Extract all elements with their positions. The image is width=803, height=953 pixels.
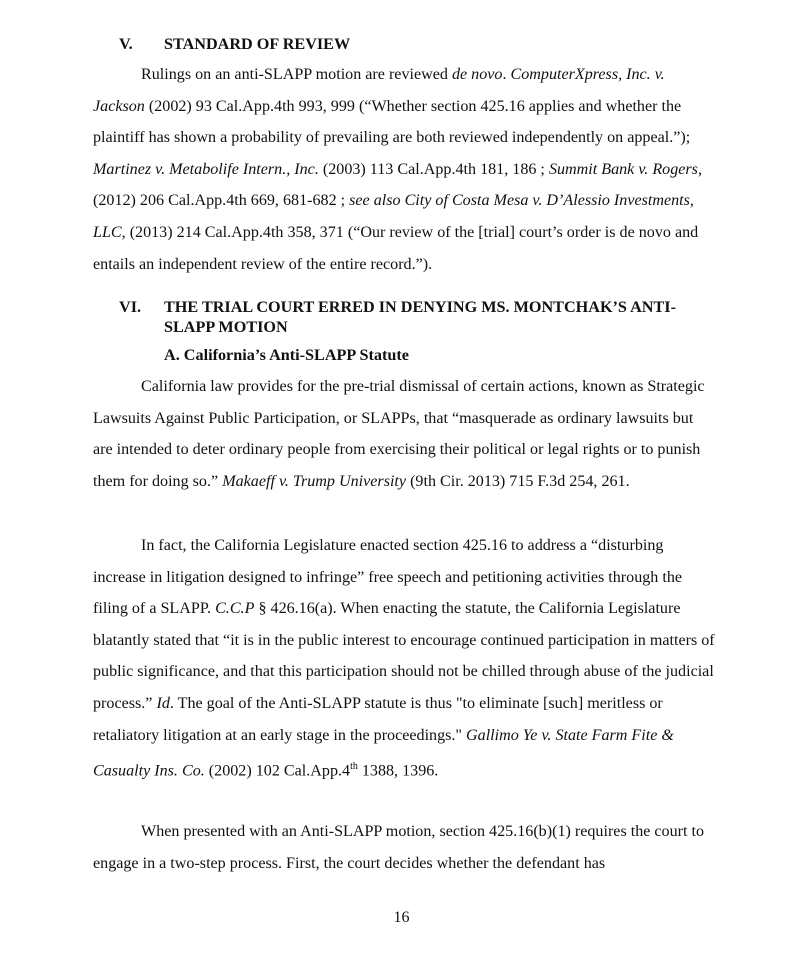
text-run: (9th Cir. 2013) 715 F.3d 254, 261.: [406, 472, 630, 490]
case-citation: Makaeff v. Trump University: [222, 472, 407, 490]
case-citation: Martinez v. Metabolife Intern., Inc.: [93, 160, 319, 178]
section-vi-title: THE TRIAL COURT ERRED IN DENYING MS. MONTCHAK’S ANTI-SLAPP MOTION: [164, 298, 676, 336]
statute-citation: C.C.P: [215, 600, 255, 618]
two-step-process-paragraph: [93, 816, 715, 879]
page-number: 16: [393, 909, 410, 926]
case-citation: ComputerXpress, Inc. v. Jackson: [93, 66, 665, 115]
anti-slapp-intro-paragraph: [93, 371, 715, 497]
text-run: (2002) 102 Cal.App.4: [204, 762, 351, 780]
id-citation: Id: [156, 694, 170, 712]
superscript-th: th: [350, 761, 358, 773]
legislature-paragraph: [93, 530, 715, 787]
text-run: California law provides for the pre-trial dismissal of certain actions, known as Strategic Lawsuits Against Public Participation, or SLAPPs, that “masquerade as ordinary lawsuits but are intended to deter ordinary people from exercising their political or legal rights or to punish them for doing so.”: [93, 378, 705, 490]
text-run: § 426.16(a). When enacting the statute, the California Legislature blatantly stated that “it is in the public interest to encourage continued participation in matters of public significance, and that this participation should not be chilled through abuse of the judicial process.”: [93, 600, 715, 712]
case-citation: Gallimo Ye v. State Farm Fite & Casualty Ins. Co.: [93, 726, 674, 780]
text-run: , (2012) 206 Cal.App.4th 669, 681-682 ;: [93, 160, 702, 210]
text-run: . The goal of the Anti-SLAPP statute is thus "to eliminate [such] meritless or retaliatory litigation at an early stage in the proceedings.": [93, 694, 663, 744]
text-run: In fact, the California Legislature enacted section 425.16 to address a “disturbing increase in litigation designed to infringe” free speech and petitioning activities through the filing of a SLAPP.: [93, 537, 683, 618]
case-citation: Summit Bank v. Rogers: [548, 160, 698, 178]
text-run: When presented with an Anti-SLAPP motion, section 425.16(b)(1) requires the court to engage in a two-step process. First, the court decides whether the defendant has: [93, 823, 705, 872]
text-run: .: [502, 66, 511, 83]
text-run: (2003) 113 Cal.App.4th 181, 186 ;: [318, 160, 549, 178]
standard-of-review-paragraph: [93, 59, 715, 280]
section-v-title: STANDARD OF REVIEW: [164, 35, 351, 53]
text-run: 1388, 1396.: [357, 762, 439, 780]
text-run: Rulings on an anti-SLAPP motion are reviewed: [141, 66, 452, 83]
text-run: , (2013) 214 Cal.App.4th 358, 371 (“Our review of the [trial] court’s order is de novo and entails an independent review of the entire record.”).: [93, 223, 699, 273]
case-citation: see also City of Costa Mesa v. D’Alessio Investments, LLC: [93, 192, 694, 241]
section-vi-number: VI.: [119, 298, 142, 316]
subsection-a-heading: A. California’s Anti-SLAPP Statute: [164, 346, 409, 364]
text-run: (2002) 93 Cal.App.4th 993, 999 (“Whether section 425.16 applies and whether the plaintiff has shown a probability of prevailing are both reviewed independently on appeal.”);: [93, 97, 691, 147]
section-vi-heading: [119, 297, 739, 339]
section-v-heading: [119, 34, 739, 56]
italic-term: de novo: [451, 66, 503, 83]
section-v-number: V.: [119, 35, 133, 53]
